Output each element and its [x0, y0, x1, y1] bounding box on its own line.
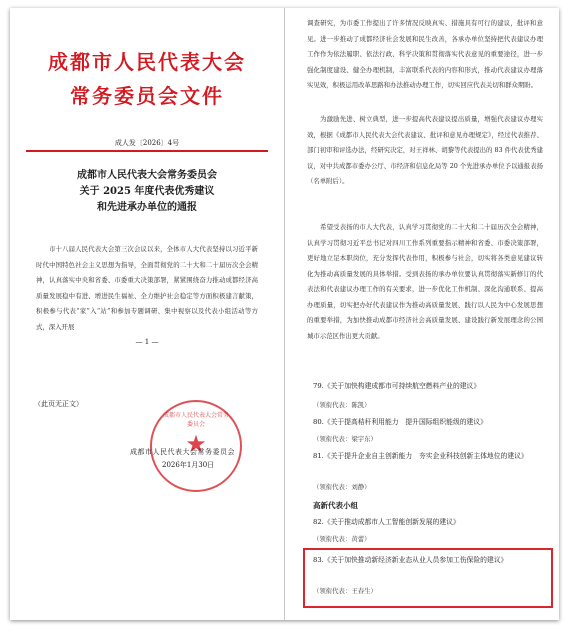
right-body-paragraph-2: 为激励先进、树立典型，进一步提高代表建议提出质量，增强代表建议办理实效，根据《成都市人民代表大会代表建议、批评和意见办理规定》，经过代表推荐、部门初审和评选办法，经研究决定，对王祥林、胡黎等代表提出的 83 件代表优秀建议，对中共成都市委办公厅、市经济和信息化局等 20 个先进承办单位予以通报表扬（名单附后）。 [307, 115, 543, 185]
entry-83-title: 83.《关于加快推动新经济新业态从业人员参加工伤保险的建议》 [313, 556, 508, 564]
left-page [10, 8, 285, 620]
header-line-1: 成都市人民代表大会 [48, 50, 246, 74]
entry-79-lead: （领衔代表：陈凯） [313, 401, 371, 409]
title-line-1: 成都市人民代表大会常务委员会 [77, 170, 217, 181]
entry-81-lead: （领衔代表：刘静） [313, 483, 371, 491]
right-body-paragraph-1: 调查研究，为市委工作提出了许多情况反映真实、措施具有可行的建议，批评和意见。进一步推动了成都经济社会发展和民生改善，各承办单位坚持把代表建议办理工作作为依法履职、依法行政、科学决策和贯彻落实代表意见的重要途径，进一步强化制度建设、健全办理机制，丰富联系代表的内容和形式，推动代表建议办理落实见效，积极运用改革思路和办法推动办理工作，切实回应代表关切和群众期盼。 [307, 19, 543, 89]
entry-82-title: 82.《关于推动成都市人工智能创新发展的建议》 [313, 518, 460, 526]
signer-name: 成都市人民代表大会常务委员会 [130, 448, 235, 456]
entry-82-lead: （领衔代表：黄蕾） [313, 535, 371, 543]
blank-page-note: （此页无正文） [34, 400, 83, 408]
right-body-paragraph-3: 希望受表扬的市人大代表，认真学习贯彻党的二十大和二十届历次全会精神，认真学习贯彻习近平总书记对四川工作系列重要指示精神和省委、市委决策部署，更好地立足本职岗位，充分发挥代表作用，积极参与社会，切实将各类意见建议转化为推动高质量发展的具体举措。受到表扬的承办单位要认真贯彻落实新修订的代表法和代表建议办理工作的有关要求，进一步优化工作机制、深化沟通联系、提高办理质量，切实把办好代表建议作为推动高质量发展、践行以人民为中心发展思想的重要举措，为加快推动成都市经济社会高质量发展、建设践行新发展理念的公园城市示范区作出更大贡献。 [307, 223, 543, 340]
entry-80-title: 80.《关于提高秸秆利用能力 提升国际组织能级的建议》 [313, 418, 487, 426]
entry-81-title: 81.《关于提升企业自主创新能力 夯实企业科技创新主体地位的建议》 [313, 452, 528, 460]
entry-80-lead: （领衔代表：梁宇东） [313, 435, 377, 443]
header-line-2: 常务委员会文件 [70, 84, 224, 108]
entry-83-lead: （领衔代表：王春生） [313, 587, 377, 595]
page-number: — 1 — [135, 338, 159, 346]
entry-79-title: 79.《关于加快构建成都市可持续航空燃料产业的建议》 [313, 382, 481, 390]
right-page [285, 8, 559, 620]
document-number: 成人发〔2026〕4号 [114, 139, 180, 147]
seal-text: 成都市人民代表大会常务委员会 [162, 412, 229, 428]
title-line-2: 关于 2025 年度代表优秀建议 [79, 186, 215, 197]
sign-date: 2026年1月30日 [162, 461, 215, 469]
subgroup-heading: 高新代表小组 [313, 501, 358, 510]
title-line-3: 和先进承办单位的通报 [97, 202, 197, 213]
red-divider-line [26, 150, 268, 152]
left-body-paragraph: 市十八届人民代表大会第三次会议以来，全体市人大代表坚持以习近平新时代中国特色社会主义思想为指导，全面贯彻党的二十大和二十届历次全会精神，认真落实中央和省委、市委重大决策部署，紧紧围绕奋力推动成都经济高质量发展稳中有进、增进民生福祉、全力维护社会稳定等方面积极建言献策，积极参与代表“家”入“站”和参加专题调研、集中视察以及代表小组活动等方式，深入开展 [36, 245, 258, 331]
document-sheet [10, 8, 559, 620]
official-seal-icon [150, 400, 242, 492]
seal-star-icon: ★ [185, 430, 207, 458]
